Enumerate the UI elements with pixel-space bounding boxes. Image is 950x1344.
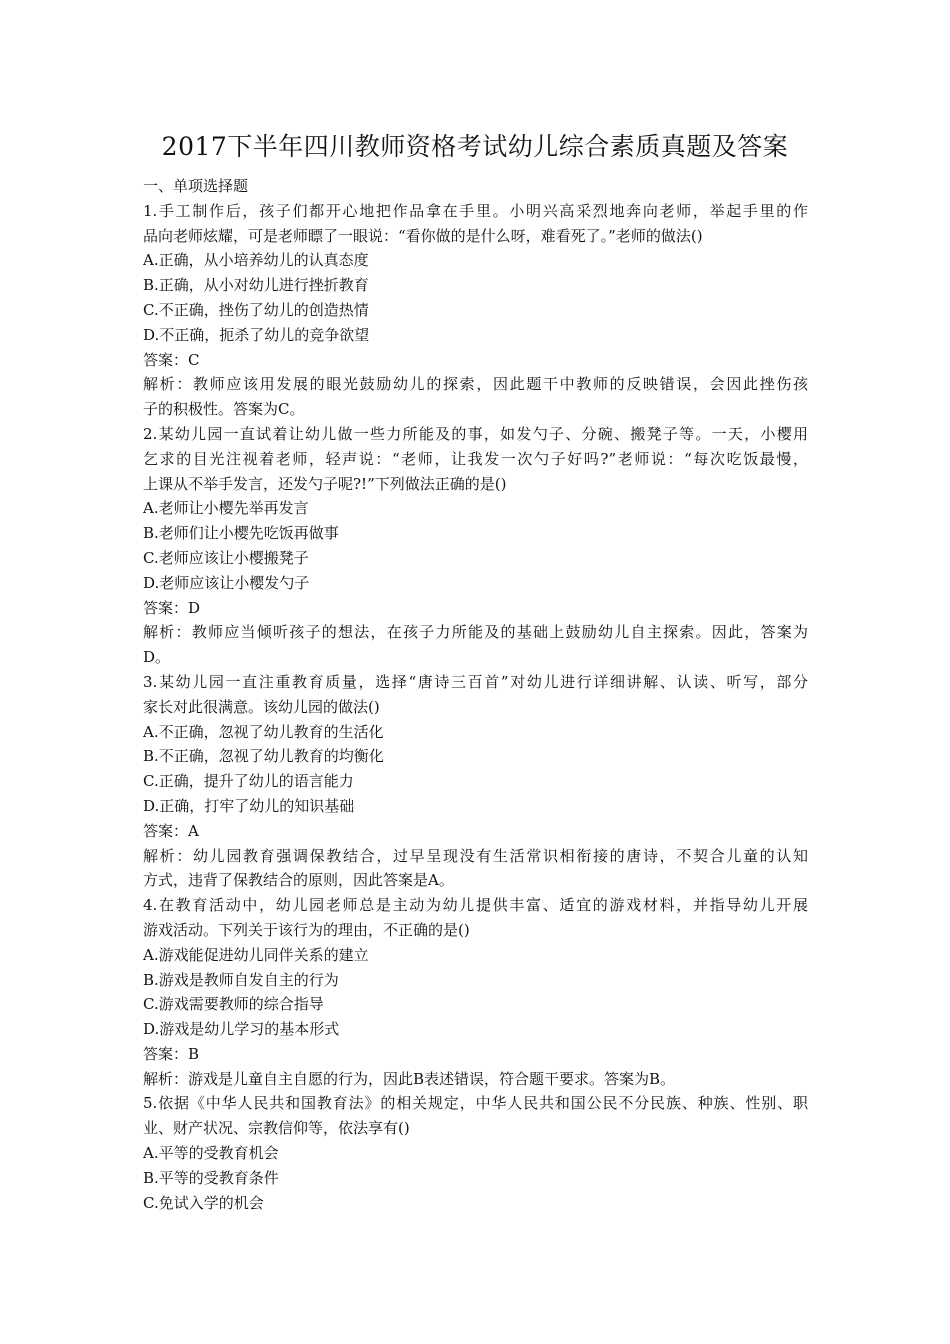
text-line: B.不正确，忽视了幼儿教育的均衡化 (143, 747, 384, 766)
text-line: A.老师让小樱先举再发言 (143, 499, 309, 518)
text-line: D.正确，打牢了幼儿的知识基础 (143, 796, 355, 815)
text-line: 游戏活动。下列关于该行为的理由，不正确的是() (143, 920, 470, 939)
text-line: 解析：游戏是儿童自主自愿的行为，因此B表述错误，符合题干要求。答案为B。 (143, 1069, 676, 1088)
document-body (143, 174, 808, 1215)
text-line: 5.依据《中华人民共和国教育法》的相关规定，中华人民共和国公民不分民族、种族、性别、职 (143, 1094, 808, 1113)
text-line: 子的积极性。答案为C。 (143, 400, 305, 419)
text-line: C.游戏需要教师的综合指导 (143, 995, 324, 1014)
text-line: C.老师应该让小樱搬凳子 (143, 548, 309, 567)
text-line: 上课从不举手发言，还发勺子呢?!”下列做法正确的是() (143, 474, 507, 493)
text-line: 品向老师炫耀，可是老师瞟了一眼说：“看你做的是什么呀，难看死了。”老师的做法() (143, 226, 703, 245)
text-line: A.正确，从小培养幼儿的认真态度 (143, 251, 369, 270)
text-line: 4.在教育活动中，幼儿园老师总是主动为幼儿提供丰富、适宜的游戏材料，并指导幼儿开展 (143, 896, 808, 915)
document-title: 2017下半年四川教师资格考试幼儿综合素质真题及答案 (161, 132, 789, 161)
text-line: D。 (143, 648, 171, 667)
text-line: A.不正确，忽视了幼儿教育的生活化 (143, 722, 384, 741)
text-line: 答案：B (143, 1044, 200, 1063)
text-line: B.正确，从小对幼儿进行挫折教育 (143, 276, 369, 295)
text-line: 3.某幼儿园一直注重教育质量，选择“唐诗三百首”对幼儿进行详细讲解、认读、听写，部分 (143, 672, 808, 691)
text-line: 1.手工制作后，孩子们都开心地把作品拿在手里。小明兴高采烈地奔向老师，举起手里的作 (143, 201, 808, 220)
text-line: D.不正确，扼杀了幼儿的竞争欲望 (143, 325, 370, 344)
text-line: C.不正确，挫伤了幼儿的创造热情 (143, 300, 369, 319)
text-line: A.游戏能促进幼儿同伴关系的建立 (143, 945, 369, 964)
text-line: 解析：教师应当倾听孩子的想法，在孩子力所能及的基础上鼓励幼儿自主探索。因此，答案为 (143, 623, 808, 642)
text-line: C.正确，提升了幼儿的语言能力 (143, 772, 354, 791)
text-line: B.游戏是教师自发自主的行为 (143, 970, 339, 989)
text-line: 家长对此很满意。该幼儿园的做法() (143, 697, 380, 716)
text-line: 答案：D (143, 598, 201, 617)
text-line: B.老师们让小樱先吃饭再做事 (143, 524, 339, 543)
text-line: D.老师应该让小樱发勺子 (143, 573, 310, 592)
text-line: 业、财产状况、宗教信仰等，依法享有() (143, 1119, 410, 1138)
text-line: C.免试入学的机会 (143, 1193, 264, 1212)
text-line: 2.某幼儿园一直试着让幼儿做一些力所能及的事，如发勺子、分碗、搬凳子等。一天，小樱用 (143, 424, 808, 443)
text-line: D.游戏是幼儿学习的基本形式 (143, 1020, 340, 1039)
text-line: 答案：A (143, 821, 199, 840)
text-line: 方式，违背了保教结合的原则，因此答案是A。 (143, 871, 454, 890)
text-line: 解析：教师应该用发展的眼光鼓励幼儿的探索，因此题干中教师的反映错误，会因此挫伤孩 (143, 375, 808, 394)
text-line: B.平等的受教育条件 (143, 1168, 279, 1187)
text-line: 答案：C (143, 350, 200, 369)
text-line: 乞求的目光注视着老师，轻声说：“老师，让我发一次勺子好吗?”老师说：“每次吃饭最慢， (143, 449, 808, 468)
text-line: A.平等的受教育机会 (143, 1144, 279, 1163)
text-line: 解析：幼儿园教育强调保教结合，过早呈现没有生活常识相衔接的唐诗，不契合儿童的认知 (143, 846, 808, 865)
text-line: 一、单项选择题 (143, 177, 249, 195)
